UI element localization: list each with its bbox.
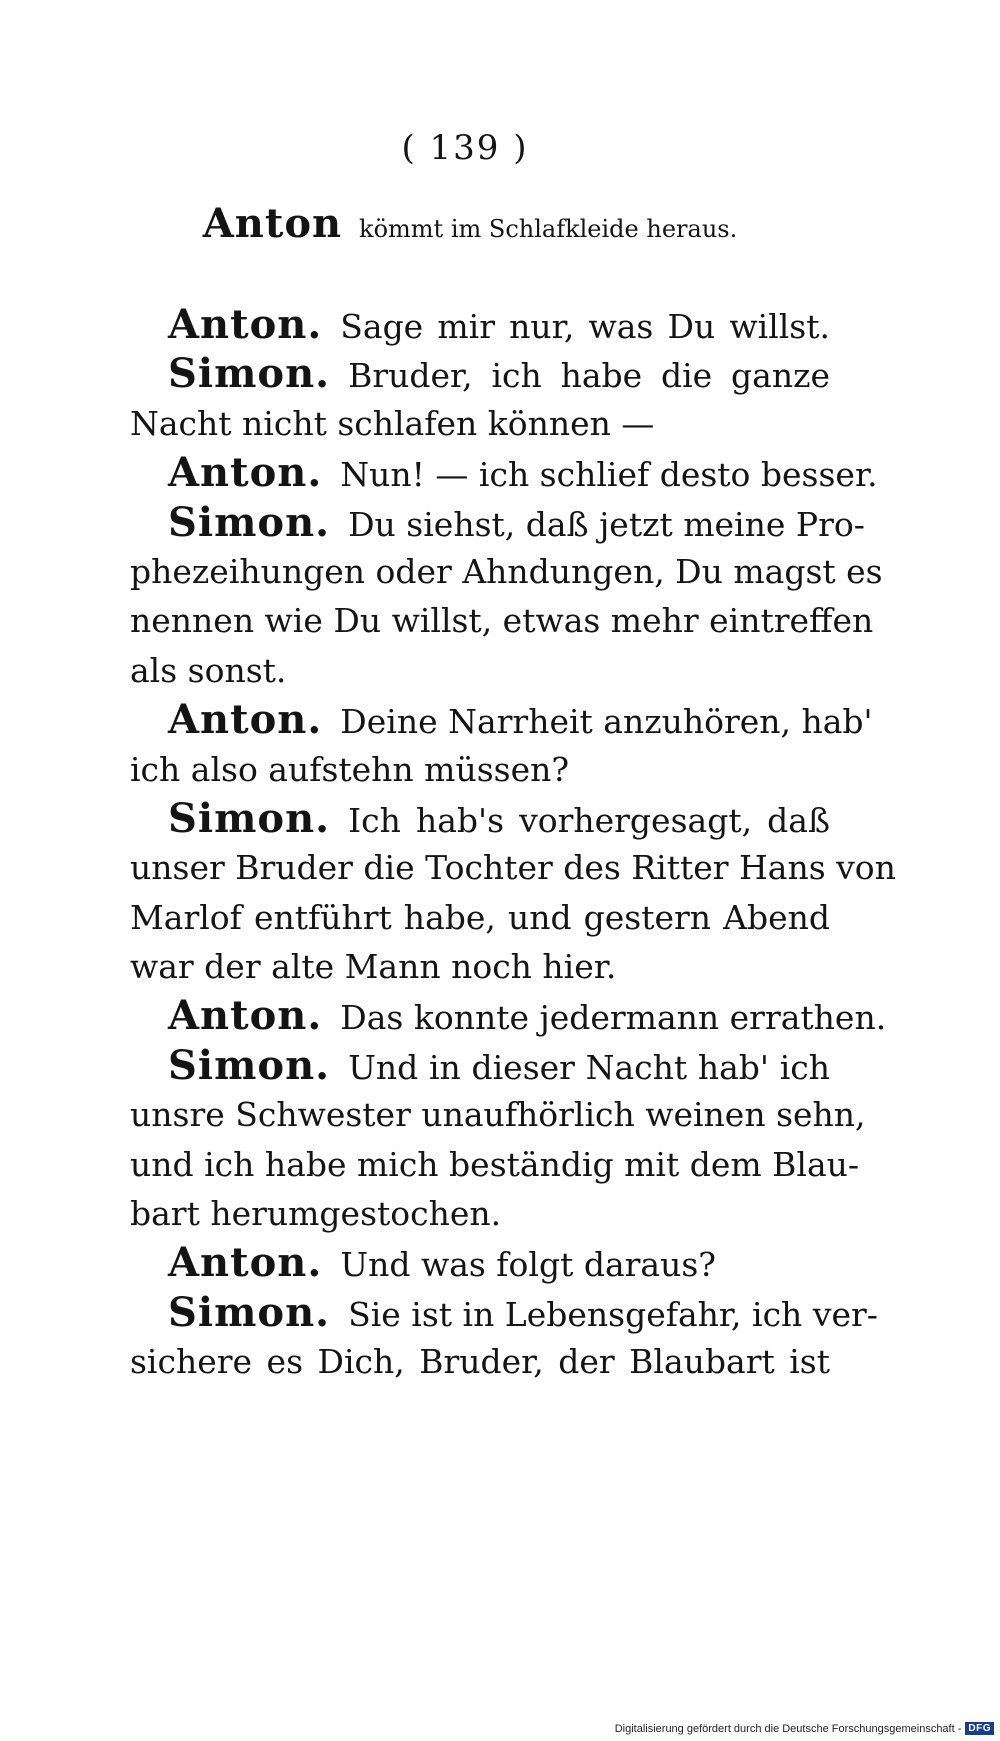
- line-text: bart herumgestochen.: [130, 1194, 502, 1234]
- speaker-name: Anton.: [168, 992, 323, 1040]
- speaker-name: Anton.: [168, 449, 323, 497]
- line-text: Und in dieser Nacht hab' ich: [348, 1047, 830, 1087]
- line-text: Und was folgt daraus?: [340, 1245, 716, 1285]
- text-line: [130, 942, 830, 991]
- line-text: Marlof entführt habe, und gestern Abend: [130, 897, 830, 937]
- text-line: [130, 893, 830, 942]
- stage-direction: [0, 200, 940, 247]
- text-line: [130, 991, 887, 1040]
- text-line: [130, 794, 830, 843]
- text-line: [130, 1337, 830, 1386]
- digitization-credit: [615, 1722, 994, 1735]
- line-text: war der alte Mann noch hier.: [130, 947, 617, 987]
- text-line: [130, 547, 883, 596]
- text-line: [130, 1041, 830, 1090]
- text-line: [130, 695, 873, 744]
- text-line: [130, 646, 830, 695]
- text-line: [130, 843, 896, 892]
- speaker-name: Anton.: [168, 696, 323, 744]
- dfg-logo: DFG: [965, 1722, 994, 1735]
- speaker-name: Simon.: [168, 1041, 331, 1089]
- line-text: Du siehst, daß jetzt meine Pro-: [348, 504, 865, 544]
- speaker-name: Simon.: [168, 1288, 331, 1336]
- line-text: Sie ist in Lebensgefahr, ich ver-: [348, 1294, 878, 1334]
- line-text: Deine Narrheit anzuhören, hab': [340, 702, 873, 742]
- line-text: phezeihungen oder Ahndungen, Du magst es: [130, 551, 883, 591]
- text-line: [130, 1140, 860, 1189]
- speaker-name: Simon.: [168, 794, 331, 842]
- speaker-name: Simon.: [168, 498, 331, 546]
- speaker-name: Anton.: [168, 1239, 323, 1287]
- line-text: unser Bruder die Tochter des Ritter Hans von: [130, 848, 896, 888]
- text-line: [130, 745, 830, 794]
- page-number: ( 139 ): [401, 128, 529, 168]
- text-line: [130, 349, 830, 398]
- stage-direction-speaker: Anton: [202, 200, 343, 247]
- line-text: ich also aufstehn müssen?: [130, 749, 570, 789]
- line-text: Nun! — ich schlief desto besser.: [340, 455, 878, 495]
- stage-direction-text: kömmt im Schlafkleide heraus.: [359, 215, 738, 243]
- dialogue-text: [130, 300, 896, 1387]
- line-text: als sonst.: [130, 650, 287, 690]
- line-text: sichere es Dich, Bruder, der Blaubart ist: [130, 1342, 830, 1382]
- line-text: Sage mir nur, was Du willst.: [340, 307, 830, 346]
- text-line: [130, 498, 865, 547]
- text-line: [130, 300, 830, 349]
- text-line: [130, 596, 874, 645]
- line-text: unsre Schwester unaufhörlich weinen sehn,: [130, 1095, 866, 1135]
- text-line: [130, 1238, 830, 1287]
- text-line: [130, 448, 878, 497]
- text-line: [130, 1090, 866, 1139]
- text-line: [130, 399, 830, 448]
- line-text: und ich habe mich beständig mit dem Blau-: [130, 1144, 860, 1184]
- credit-text: Digitalisierung gefördert durch die Deutsche Forschungsgemeinschaft -: [614, 1722, 962, 1735]
- line-text: Nacht nicht schlafen können —: [130, 403, 655, 443]
- text-line: [130, 1288, 878, 1337]
- line-text: Das konnte jedermann errathen.: [340, 998, 887, 1038]
- speaker-name: Anton.: [168, 301, 323, 348]
- text-line: [130, 1189, 830, 1238]
- line-text: Bruder, ich habe die ganze: [348, 356, 830, 396]
- line-text: nennen wie Du willst, etwas mehr eintreffen: [130, 601, 874, 641]
- line-text: Ich hab's vorhergesagt, daß: [348, 800, 830, 840]
- speaker-name: Simon.: [168, 350, 331, 398]
